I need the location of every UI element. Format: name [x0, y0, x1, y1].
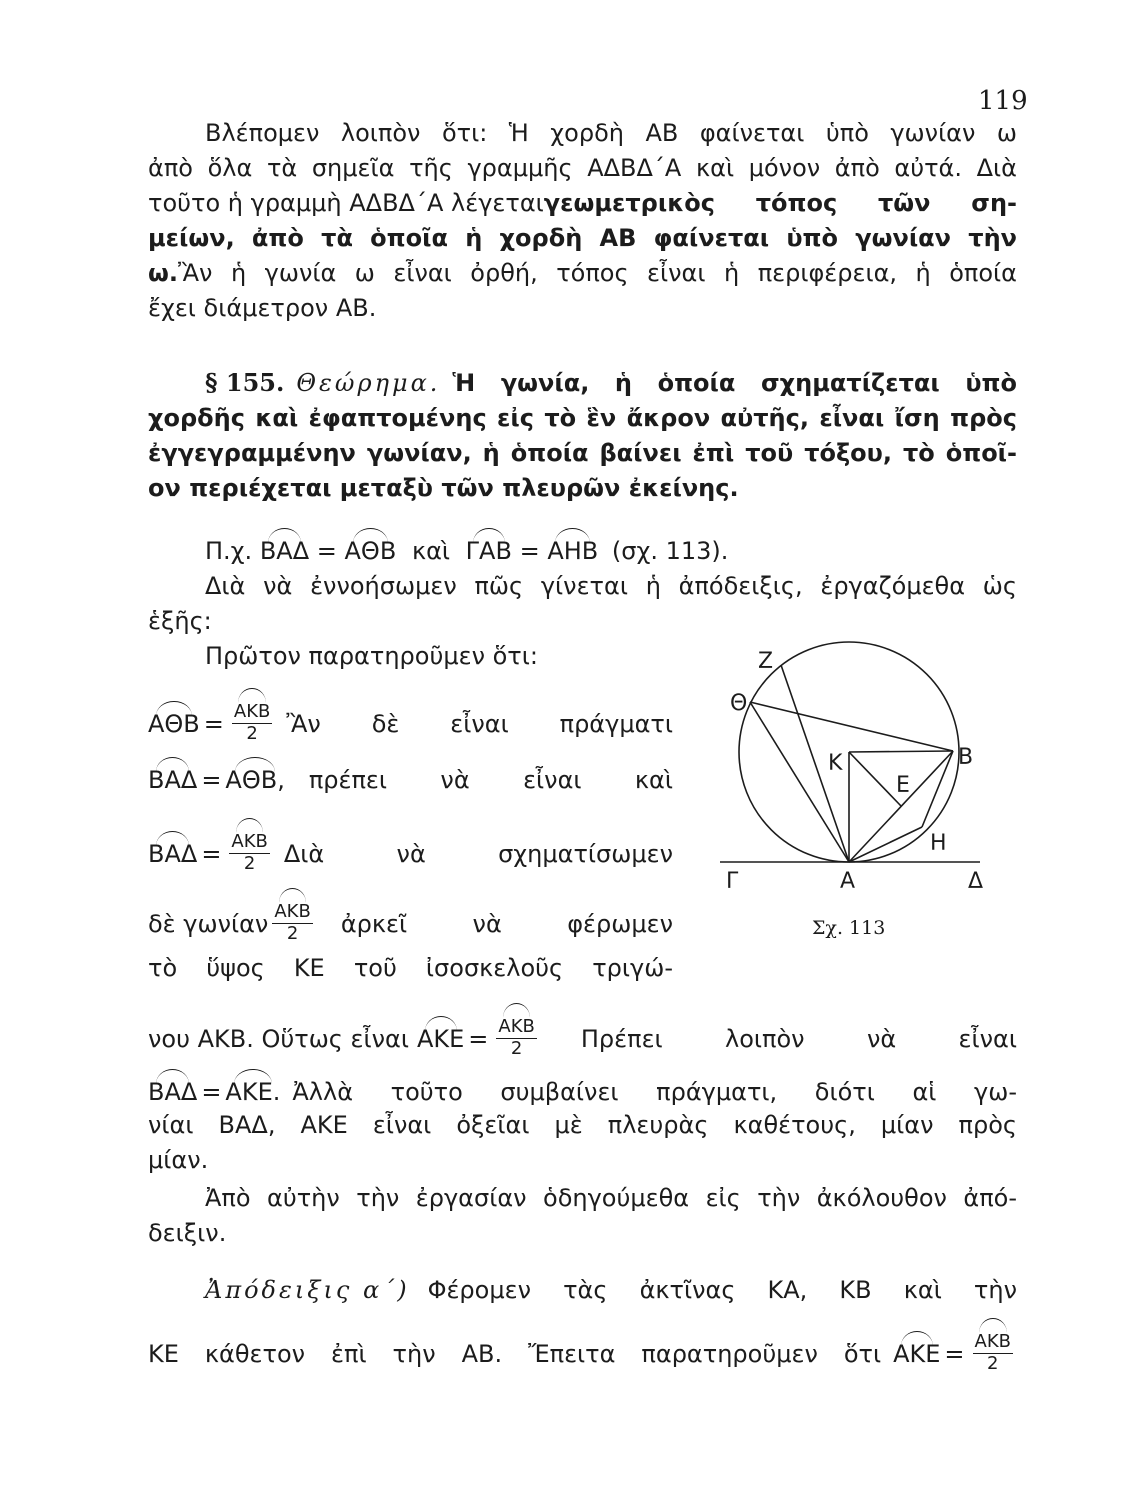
eq-line-d — [148, 900, 673, 948]
label-b: Β — [958, 745, 974, 770]
eq-c-num: ΑΚΒ — [229, 826, 269, 854]
eq-a-num: ΑΚΒ — [232, 696, 272, 724]
figure-caption: Σχ. 113 — [812, 917, 886, 939]
label-z: Ζ — [758, 649, 774, 674]
label-e: Ε — [896, 773, 910, 798]
para1-line3 — [148, 188, 1017, 218]
eq-b-lhs: ΒΑΔ — [148, 766, 198, 794]
and-word: καὶ — [411, 537, 451, 565]
seg-k-e — [849, 752, 901, 806]
para1-line4: μείων, ἀπὸ τὰ ὁποῖα ἡ χορδὴ ΑΒ φαίνεται ὑπὸ γωνίαν τὴν — [148, 224, 1017, 252]
proof-line2 — [148, 1330, 1017, 1378]
bad-text: Ἀλλὰ τοῦτο συμβαίνει πράγματι, διότι αἱ γω- — [292, 1078, 1017, 1106]
arc-bad-1: ΒΑΔ — [259, 537, 310, 565]
eq-b-rhs: ΑΘΒ, — [225, 766, 285, 794]
arc-atheta-b: ΑΘΒ — [344, 537, 397, 565]
lead-line2: δειξιν. — [148, 1219, 227, 1247]
geometry-figure — [720, 640, 1020, 900]
proof-num: ΑΚΒ — [973, 1326, 1013, 1354]
para1-line6: ἔχει διάμετρον ΑΒ. — [148, 294, 377, 322]
proof-line1 — [205, 1275, 1017, 1305]
proof-text-2: ΚΕ κάθετον ἐπὶ τὴν ΑΒ. Ἔπειτα παρατηροῦμεν ὅτι — [148, 1340, 882, 1368]
eq-c-fraction — [229, 826, 269, 874]
label-h: Η — [930, 831, 947, 856]
equals-2: = — [519, 537, 540, 565]
nou-arc: ΑΚΕ — [416, 1025, 465, 1053]
bad-arc2: ΑΚΕ. — [225, 1078, 281, 1106]
eq-a-text: Ἂν δὲ εἶναι πράγματι — [286, 710, 673, 738]
proof-label: Ἀπόδειξις α΄) — [205, 1276, 410, 1304]
eq-a-den: 2 — [246, 723, 258, 744]
bad-arc1: ΒΑΔ — [148, 1078, 198, 1106]
height-line: τὸ ὕψος ΚΕ τοῦ ἰσοσκελοῦς τριγώ- — [148, 954, 673, 982]
eq-c-lhs: ΒΑΔ — [148, 840, 198, 868]
para1-line5 — [148, 258, 1017, 288]
intro-line1: Διὰ νὰ ἐννοήσωμεν πῶς γίνεται ἡ ἀπόδειξις, ἐργαζόμεθα ὡς — [205, 572, 1017, 600]
seg-theta-a — [750, 702, 849, 862]
theorem-text-1: Ἡ γωνία, ἡ ὁποία σχηματίζεται ὑπὸ — [452, 369, 1017, 397]
para1-line2: ἀπὸ ὅλα τὰ σημεῖα τῆς γραμμῆς ΑΔΒΔ΄Α καὶ μόνον ἀπὸ αὐτά. Διὰ — [148, 154, 1017, 182]
label-gamma: Γ — [726, 869, 739, 894]
proof-fraction — [973, 1326, 1013, 1374]
label-k: Κ — [828, 751, 843, 776]
para1-line5-text: Ἂν ἡ γωνία ω εἶναι ὀρθή, τόπος εἶναι ἡ περιφέρεια, ἡ ὁποία — [177, 259, 1017, 287]
seg-a-h — [849, 827, 922, 862]
theorem-label: Θεώρημα. — [296, 369, 441, 397]
eq-b-equals: = — [201, 766, 222, 794]
example-line — [205, 536, 728, 566]
nou-num: ΑΚΒ — [496, 1011, 536, 1039]
term-locus: γεωμετρικὸς τόπος τῶν ση- — [543, 189, 1017, 217]
label-delta: Δ — [968, 869, 984, 894]
theorem-line1 — [205, 368, 1017, 398]
proof-equals: = — [944, 1340, 965, 1368]
seg-h-b — [922, 751, 953, 827]
eq-c-text: Διὰ νὰ σχηματίσωμεν — [283, 840, 673, 868]
eq-a-fraction — [232, 696, 272, 744]
eq-a-equals: = — [203, 710, 224, 738]
eq-b-text: πρέπει νὰ εἶναι καὶ — [308, 766, 673, 794]
eq-c-den: 2 — [243, 853, 256, 874]
page-number: 119 — [978, 86, 1028, 116]
label-theta: Θ — [730, 691, 748, 716]
nou-pre: νου ΑΚΒ. Οὕτως εἶναι — [148, 1025, 409, 1053]
nou-line — [148, 1015, 1017, 1063]
seg-theta-b — [750, 702, 953, 751]
proof-den: 2 — [987, 1353, 999, 1374]
nou-text: Πρέπει λοιπὸν νὰ εἶναι — [580, 1025, 1017, 1053]
equals-1: = — [316, 537, 337, 565]
theorem-line3: ἐγγεγραμμένην γωνίαν, ἡ ὁποία βαίνει ἐπὶ τοῦ τόξου, τὸ ὁποῖ- — [148, 439, 1017, 467]
eq-line-c — [148, 830, 673, 878]
figure-ref: (σχ. 113). — [611, 537, 729, 565]
eq-d-fraction — [272, 896, 312, 944]
seg-k-b — [849, 751, 953, 752]
intro-line2: ἑξῆς: — [148, 607, 212, 635]
nou-equals: = — [468, 1025, 489, 1053]
omega-bold: ω. — [148, 259, 178, 287]
proof-arc: ΑΚΕ — [893, 1340, 941, 1368]
nou-fraction — [496, 1011, 536, 1059]
intro-line3: Πρῶτον παρατηροῦμεν ὅτι: — [205, 642, 538, 670]
eq-d-num: ΑΚΒ — [272, 896, 312, 924]
para1-line3-text: τοῦτο ἡ γραμμὴ ΑΔΒΔ΄Α λέγεται — [148, 189, 544, 217]
theorem-line2: χορδῆς καὶ ἐφαπτομένης εἰς τὸ ἓν ἄκρον αὐτῆς, εἶναι ἴση πρὸς — [148, 404, 1017, 432]
eq-d-den: 2 — [286, 923, 299, 944]
eq-line-b — [148, 765, 673, 795]
after-line2: μίαν. — [148, 1146, 209, 1174]
eq-c-equals: = — [201, 840, 222, 868]
proof-text-1: Φέρομεν τὰς ἀκτῖνας ΚΑ, ΚΒ καὶ τὴν — [427, 1276, 1017, 1304]
lead-line1: Ἀπὸ αὐτὴν τὴν ἐργασίαν ὁδηγούμεθα εἰς τὴν ἀκόλουθον ἀπό- — [205, 1184, 1017, 1212]
after-line1: νίαι ΒΑΔ, ΑΚΕ εἶναι ὀξεῖαι μὲ πλευρὰς καθέτους, μίαν πρὸς — [148, 1111, 1017, 1139]
nou-den: 2 — [510, 1038, 523, 1059]
eq-line-a — [148, 700, 673, 748]
eq-d-text: ἀρκεῖ νὰ φέρωμεν — [340, 910, 673, 938]
label-a: Α — [840, 869, 856, 894]
section-number: § 155. — [205, 368, 285, 397]
para1-line1: Βλέπομεν λοιπὸν ὅτι: Ἡ χορδὴ ΑΒ φαίνεται ὑπὸ γωνίαν ω — [205, 119, 1017, 147]
theorem-line4: ον περιέχεται μεταξὺ τῶν πλευρῶν ἐκείνης. — [148, 474, 739, 502]
eq-d-pre: δὲ γωνίαν — [148, 910, 269, 938]
example-prefix: Π.χ. — [205, 537, 253, 565]
arc-gab: ΓΑΒ — [465, 537, 512, 565]
bad-equals: = — [201, 1078, 222, 1106]
bad-line — [148, 1077, 1017, 1107]
eq-a-lhs: ΑΘΒ — [148, 710, 200, 738]
arc-ahb: ΑΗΒ — [547, 537, 599, 565]
